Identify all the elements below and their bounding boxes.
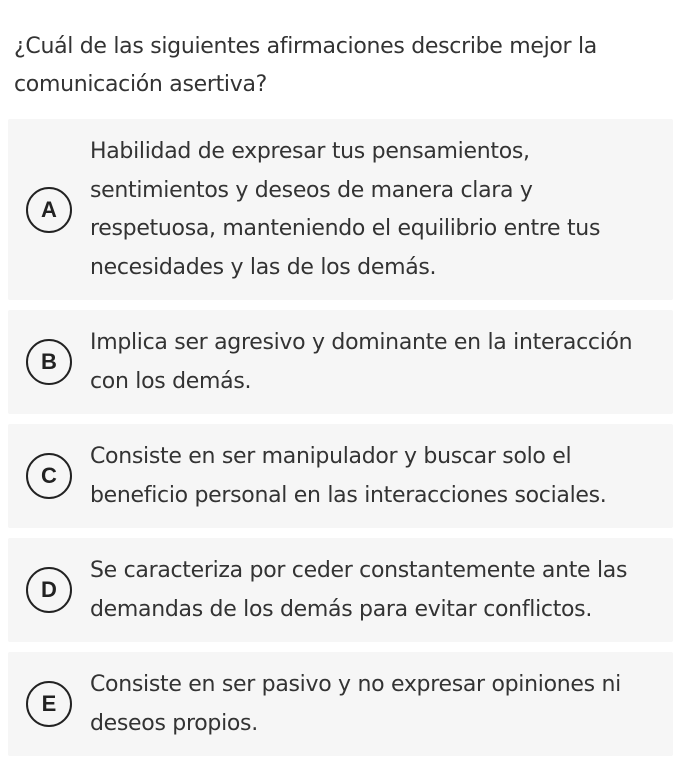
option-letter-badge: E bbox=[26, 681, 72, 727]
option-letter-badge: C bbox=[26, 453, 72, 499]
option-letter-badge: D bbox=[26, 567, 72, 613]
question-text: ¿Cuál de las siguientes afirmaciones describe mejor la comunicación asertiva? bbox=[14, 34, 597, 97]
option-b[interactable] bbox=[8, 310, 673, 414]
option-text: Habilidad de expresar tus pensamientos, sentimientos y deseos de manera clara y respetuosa, manteniendo el equilibrio entre tus necesidades y las de los demás. bbox=[90, 139, 601, 280]
option-e[interactable] bbox=[8, 652, 673, 756]
option-text: Consiste en ser pasivo y no expresar opiniones ni deseos propios. bbox=[90, 672, 621, 736]
option-letter-badge: B bbox=[26, 339, 72, 385]
option-letter-badge: A bbox=[26, 187, 72, 233]
option-c[interactable] bbox=[8, 424, 673, 528]
option-text: Consiste en ser manipulador y buscar solo el beneficio personal en las interacciones sociales. bbox=[90, 444, 607, 508]
option-text: Se caracteriza por ceder constantemente ante las demandas de los demás para evitar conflictos. bbox=[90, 558, 628, 622]
option-d[interactable] bbox=[8, 538, 673, 642]
option-text: Implica ser agresivo y dominante en la interacción con los demás. bbox=[90, 330, 633, 394]
answer-options bbox=[8, 119, 673, 766]
option-a[interactable] bbox=[8, 119, 673, 300]
